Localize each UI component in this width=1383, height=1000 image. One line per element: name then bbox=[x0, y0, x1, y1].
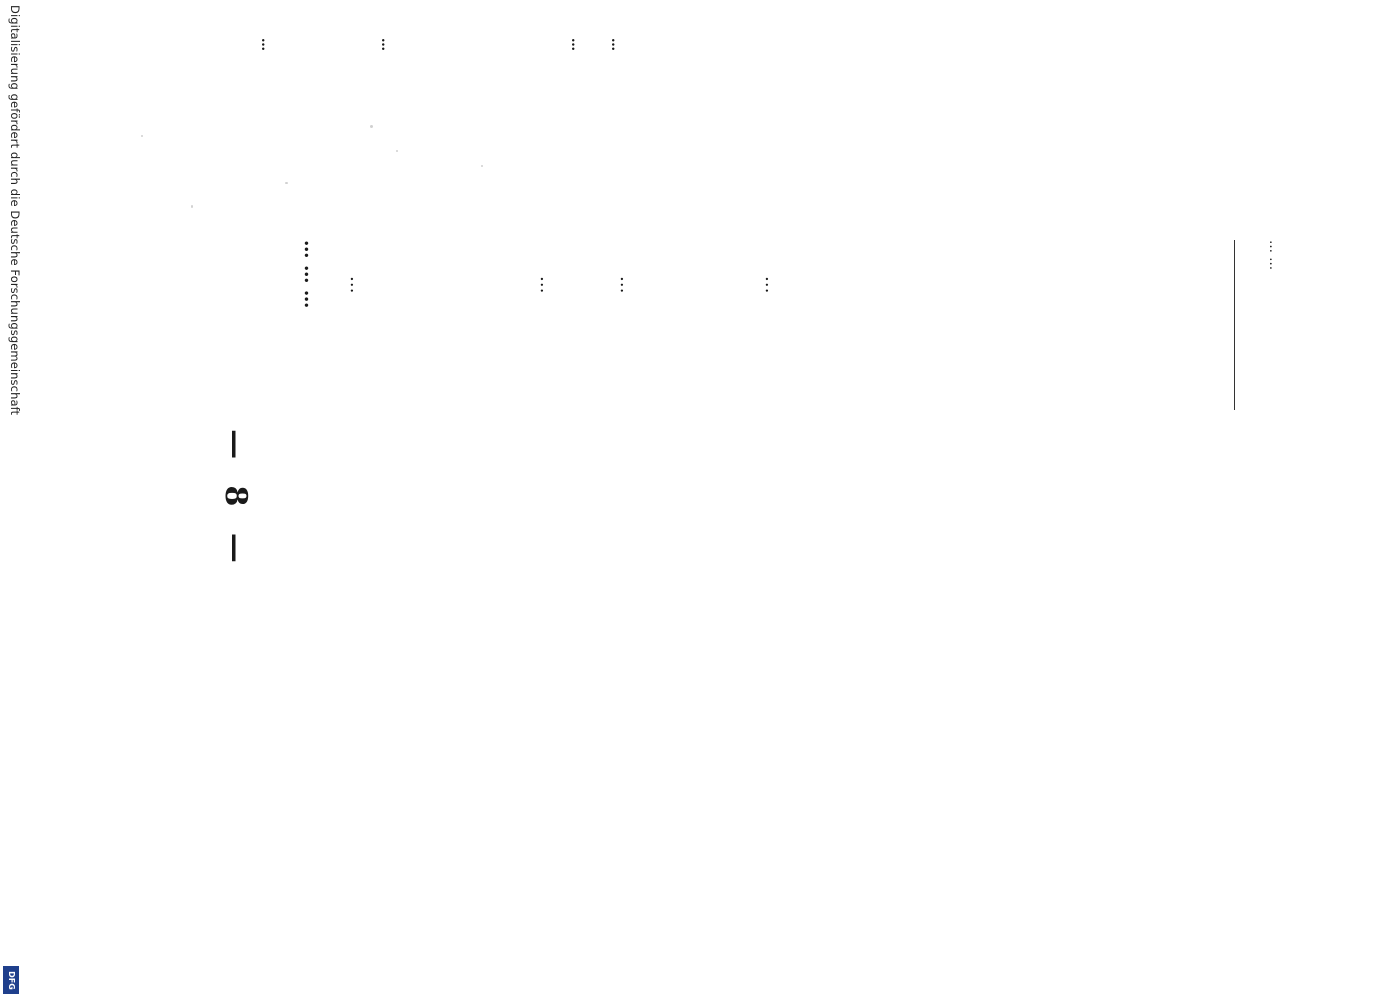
scan-speck bbox=[370, 125, 373, 128]
credit-text: Digitalisierung gefördert durch die Deutsche Forschungsgemeinschaft bbox=[8, 5, 22, 416]
side-note: … bbox=[568, 38, 583, 51]
paragraph bbox=[343, 240, 368, 985]
dfg-logo bbox=[3, 966, 19, 994]
scan-speck bbox=[141, 135, 143, 137]
paragraph-text: … … … bbox=[300, 240, 321, 309]
paragraph-text: … bbox=[616, 276, 636, 294]
paragraph bbox=[758, 240, 783, 985]
scan-speck bbox=[191, 205, 193, 208]
paragraph-text: … bbox=[346, 276, 366, 294]
footnote: … … bbox=[1266, 240, 1281, 271]
paragraph-text: … bbox=[761, 276, 781, 294]
scan-speck bbox=[481, 165, 483, 167]
paragraph bbox=[533, 240, 558, 985]
paragraph-text: … bbox=[536, 276, 556, 294]
paragraph bbox=[298, 240, 323, 985]
paragraph bbox=[613, 240, 638, 985]
footnote-rule bbox=[1234, 240, 1235, 410]
side-note: … bbox=[608, 38, 623, 51]
page-number: — 8 — bbox=[218, 429, 253, 571]
dfg-logo-label: DFG bbox=[6, 970, 16, 990]
side-note: … bbox=[258, 38, 273, 51]
scan-speck bbox=[285, 182, 288, 184]
side-note: … bbox=[378, 38, 393, 51]
digitization-credit bbox=[0, 0, 22, 1000]
scan-speck bbox=[396, 150, 398, 152]
